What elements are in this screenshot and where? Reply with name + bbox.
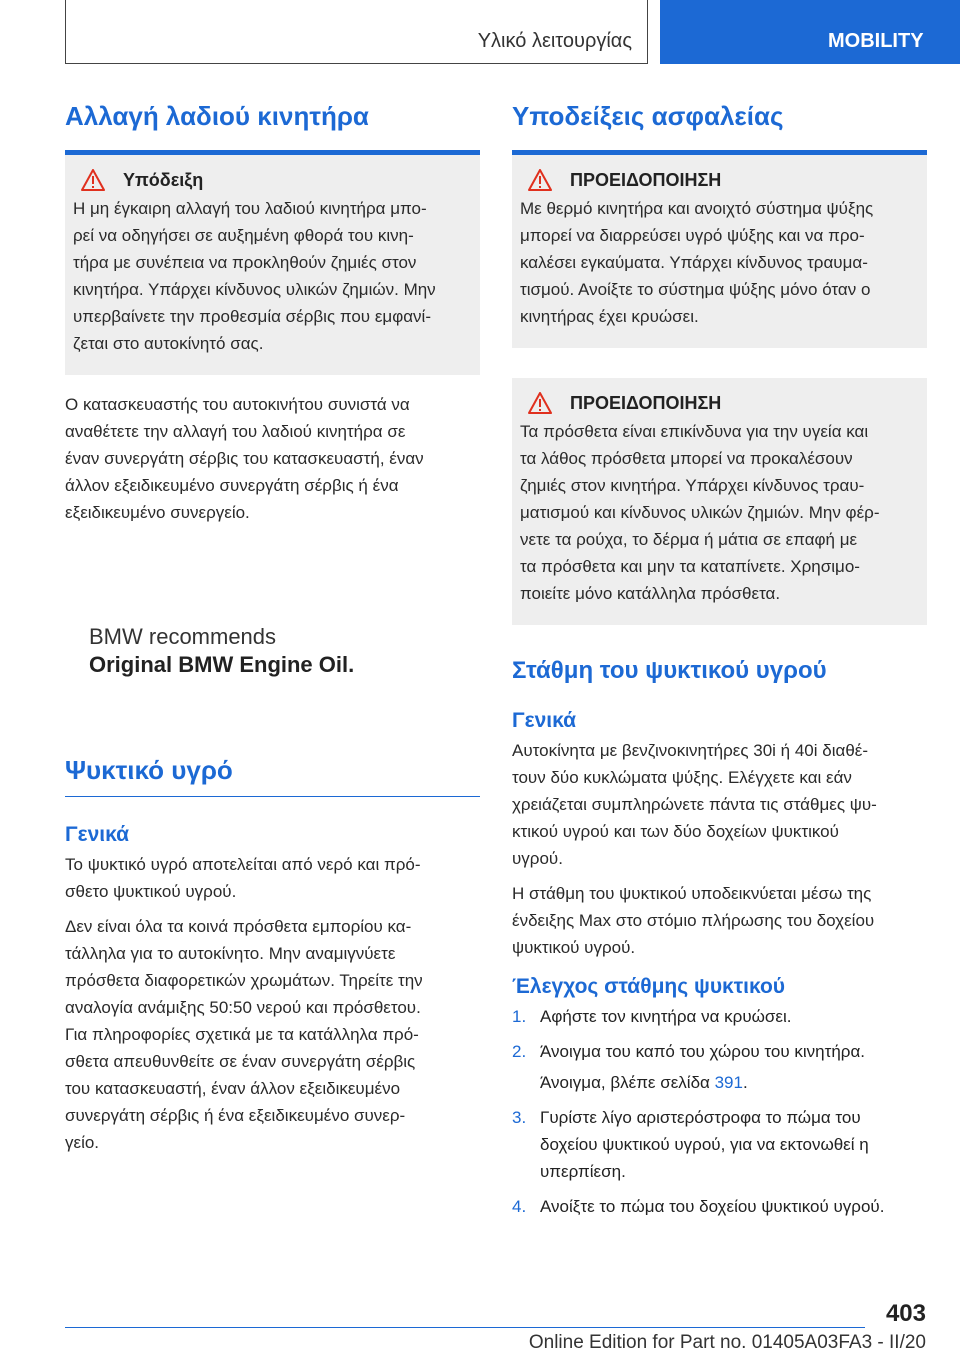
warning-label-1: ΠΡΟΕΙΔΟΠΟΙΗΣΗ	[570, 169, 722, 190]
list-item	[512, 1003, 927, 1030]
warning-text-2: Τα πρόσθετα είναι επικίνδυνα για την υγεία και τα λάθος πρόσθετα μπορεί να προκαλέσουν ζημιές στον κινητήρα. Υπάρχει κίνδυνος τραυ- ματισμού και κίνδυνος υλικών ζημιών. Μην φέρ- νετε τα ρούχα, το δέρμα ή μάτια σε επαφή με τα πρόσθετα και μην τα καταπίνετε. Χρησιμο- ποιείτε μόνο κατάλληλα πρόσθετα.	[520, 422, 880, 603]
warning-label-2: ΠΡΟΕΙΔΟΠΟΙΗΣΗ	[570, 392, 722, 413]
coolant-title: Ψυκτικό υγρό	[65, 755, 233, 785]
general-subtitle: Γενικά	[512, 709, 577, 732]
footer-edition: Online Edition for Part no. 01405A03FA3 - II/20	[528, 1332, 926, 1353]
recommendation-line-1: BMW recommends	[89, 624, 277, 649]
list-item	[512, 1038, 927, 1065]
warning-triangle-icon	[528, 169, 552, 191]
warning-box-2	[512, 378, 927, 625]
check-steps-list	[512, 1003, 927, 1220]
header-frame	[65, 0, 648, 64]
oil-change-paragraph: Ο κατασκευαστής του αυτοκινήτου συνιστά να αναθέτετε την αλλαγή του λαδιού κινητήρα σε έναν συνεργάτη σέρβις του κατασκευαστή, έναν άλλον εξειδικευμένο συνεργάτη σέρβις ή ένα εξειδικευμένο συνεργείο.	[65, 395, 424, 522]
step-text: Ανοίξτε το πώμα του δοχείου ψυκτικού υγρού.	[540, 1197, 885, 1216]
step-text: Γυρίστε λίγο αριστερόστροφα το πώμα του δοχείου ψυκτικού υγρού, για να εκτονωθεί η υπερπίεση.	[540, 1108, 869, 1181]
step-number: 4.	[512, 1197, 527, 1216]
footer-divider	[65, 1327, 865, 1328]
warning-triangle-icon	[528, 392, 552, 414]
page-link-391[interactable]: 391	[714, 1073, 743, 1092]
step-number: 2.	[512, 1042, 527, 1061]
check-level-subtitle: Έλεγχος στάθμης ψυκτικού	[512, 975, 786, 998]
right-general-paragraph-1: Αυτοκίνητα με βενζινοκινητήρες 30i ή 40i διαθέ- τουν δύο κυκλώματα ψύξης. Ελέγχετε και εάν χρειάζεται συμπληρώνετε πάντα τις στάθμες ψυ- κτικού υγρού και των δύο δοχείων ψυκτικού υγρού.	[512, 741, 877, 868]
page-number: 403	[885, 1300, 926, 1327]
note-box	[65, 155, 480, 375]
step-text: Αφήστε τον κινητήρα να κρυώσει.	[540, 1007, 792, 1026]
general-subtitle: Γενικά	[65, 823, 130, 846]
note-label: Υπόδειξη	[123, 169, 204, 190]
step-number: 1.	[512, 1007, 527, 1026]
warning-box-1	[512, 155, 927, 348]
right-general-paragraph-2: Η στάθμη του ψυκτικού υποδεικνύεται μέσω της ένδειξης Max στο στόμιο πλήρωσης του δοχείου ψυκτικού υγρού.	[512, 884, 875, 957]
list-item	[512, 1104, 927, 1185]
section-divider-thin	[65, 796, 480, 797]
recommendation-line-2: Original BMW Engine Oil.	[89, 652, 355, 677]
bmw-oil-recommendation-image	[65, 596, 480, 714]
oil-change-title: Αλλαγή λαδιού κινητήρα	[65, 101, 369, 131]
note-header	[81, 169, 472, 191]
safety-title: Υποδείξεις ασφαλείας	[512, 101, 784, 131]
general-paragraph-2: Δεν είναι όλα τα κοινά πρόσθετα εμπορίου κα- τάλληλα για το αυτοκίνητο. Μην αναμιγνύετε πρόσθετα διαφορετικών χρωμάτων. Τηρείτε την αναλογία ανάμιξης 50:50 νερού και πρόσθετου. Για πληροφορίες σχετικά με τα κατάλληλα πρό- σθετα απευθυνθείτε σε έναν συνεργάτη σέρβις του κατασκευαστή, έναν άλλον εξειδικευμένο συνεργάτη σέρβις ή ένα εξειδικευμένο συνερ- γείο.	[65, 917, 423, 1152]
warning-text-1: Με θερμό κινητήρα και ανοιχτό σύστημα ψύξης μπορεί να διαρρεύσει υγρό ψύξης και να προ- καλέσει εγκαύματα. Υπάρχει κίνδυνος τραυμα- τισμού. Ανοίξτε το σύστημα ψύξης μόνο όταν ο κινητήρας έχει κρυώσει.	[520, 199, 874, 326]
warning-header-2	[528, 392, 919, 414]
general-paragraph-1: Το ψυκτικό υγρό αποτελείται από νερό και πρό- σθετο ψυκτικού υγρού.	[65, 855, 421, 901]
mobility-badge[interactable]: MOBILITY	[660, 0, 960, 64]
list-item	[512, 1193, 927, 1220]
warning-header-1	[528, 169, 919, 191]
note-text: Η μη έγκαιρη αλλαγή του λαδιού κινητήρα μπο- ρεί να οδηγήσει σε αυξημένη φθορά του κινη- τήρα με συνέπεια να προκληθούν ζημιές στον κινητήρα. Υπάρχει κίνδυνος υλικών ζημιών. Μην υπερβαίνετε την προθεσμία σέρβις που εμφανί- ζεται στο αυτοκίνητό σας.	[73, 199, 436, 353]
right-column	[512, 90, 927, 1228]
step-number: 3.	[512, 1108, 527, 1127]
warning-triangle-icon	[81, 169, 105, 191]
step-2-reference: Άνοιγμα, βλέπε σελίδα 391.	[540, 1073, 748, 1092]
left-column	[65, 90, 480, 1164]
header-section-title: Υλικό λειτουργίας	[477, 30, 632, 52]
coolant-level-title: Στάθμη του ψυκτικού υγρού	[512, 657, 827, 684]
step-text: Άνοιγμα του καπό του χώρου του κινητήρα.	[540, 1042, 866, 1061]
